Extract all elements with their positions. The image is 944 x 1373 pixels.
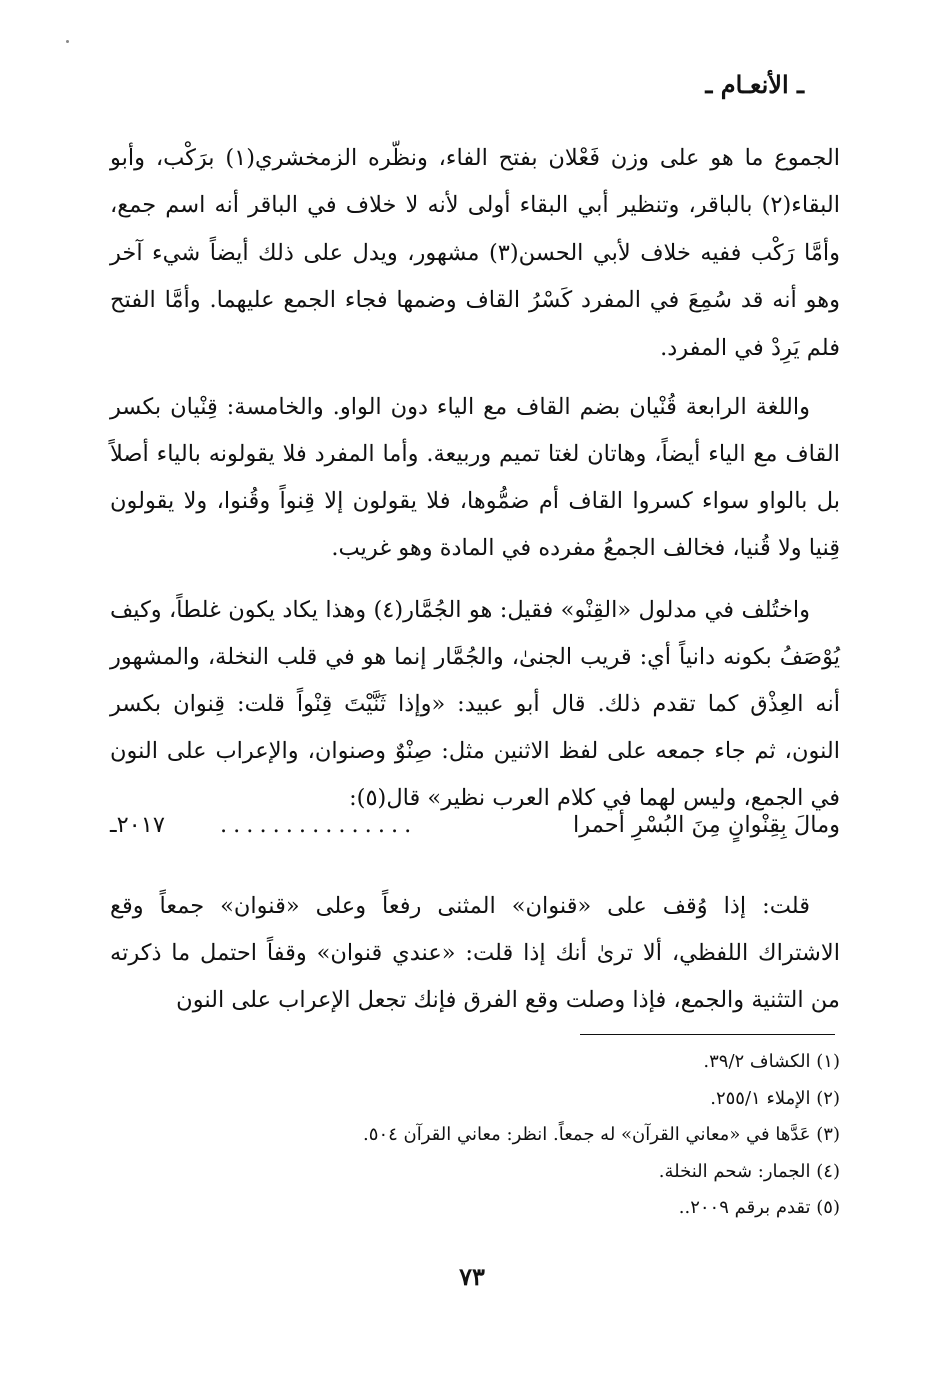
footnote-2: (٢) الإملاء ٢٥٥/١. <box>710 1087 840 1109</box>
scan-speck <box>66 40 69 43</box>
footnotes <box>220 1044 840 1227</box>
footnote-1: (١) الكشاف ٣٩/٢. <box>703 1051 840 1072</box>
footnote-5: (٥) تقدم برقم ٢٠٠٩.. <box>678 1197 840 1218</box>
paragraph-2 <box>110 361 840 594</box>
paragraph-3 <box>110 564 840 844</box>
verse-number: ٢٠١٧ـ <box>110 812 165 838</box>
paragraph-4-text: قلت: إذا وُقف على «قنوان» المثنى رفعاً وعلى «قنوان» جمعاً وقع الاشتراك اللفظي، ألا ترىٰ أنك إذا قلت: «عندي قنوان» وقفاً احتمل ما ذكرته من التثنية والجمع، فإذا وصلت وقع الفرق فإنك تجعل الإعراب على النون <box>110 892 840 1013</box>
page-number: ٧٣ <box>459 1262 485 1291</box>
paragraph-2-text: واللغة الرابعة قُنْيان بضم القاف مع الياء دون الواو. والخامسة: قِنْيان بكسر القاف مع الياء أيضاً، وهاتان لغتا تميم وربيعة. وأما المفرد فلا يقولونه بالياء أصلاً بل بالواو سواء كسروا القاف أم ضمُّوها، فلا يقولون إلا قِنواً وقُنوا، ولا يقولون قِنيا ولا قُنيا، فخالف الجمعُ مفرده في المادة وهو غريب. <box>110 393 840 561</box>
footnote-3: (٣) عَدَّها في «معاني القرآن» له جمعاً. انظر: معاني القرآن ٥٠٤. <box>363 1124 840 1145</box>
paragraph-3-text: واختُلف في مدلول «القِنْو» فقيل: هو الجُمَّار(٤) وهذا يكاد يكون غلطاً، وكيف يُوْصَفُ بكونه دانياً أي: قريب الجنىٰ، والجُمَّار إنما هو في قلب النخلة، والمشهور أنه العِذْق كما تقدم ذلك. قال أبو عبيد: «وإذا ثَنَّيْتَ قِنْواً قلت: قِنوان بكسر النون، ثم جاء جمعه على لفظ الاثنين مثل: صِنْوٌ وصنوان، والإعراب على النون في الجمع، وليس لهما في كلام العرب نظير» قال(٥): <box>110 596 840 811</box>
poetry-verse <box>110 812 840 852</box>
paragraph-1-text: الجموع ما هو على وزن فَعْلان بفتح الفاء، ونظّره الزمخشري(١) برَكْب، وأبو البقاء(٢) بالباقر، وتنظير أبي البقاء أولى لأنه لا خلاف في الباقر أنه اسم جمع، وأمَّا رَكْب ففيه خلاف لأبي الحسن(٣) مشهور، ويدل على ذلك أيضاً شيء آخر وهو أنه قد سُمِعَ في المفرد كَسْرُ القاف وضمها فجاء الجمع عليهما. وأمَّا الفتح فلم يَرِدْ في المفرد. <box>110 144 840 361</box>
footnote-4: (٤) الجمار: شحم النخلة. <box>658 1160 840 1182</box>
verse-text: ومالَ بِقِنْوانٍ مِنَ البُسْرِ أحمرا <box>573 812 840 838</box>
running-header: ـ الأنعـام ـ <box>705 70 804 99</box>
footnote-separator <box>580 1034 835 1035</box>
paragraph-1 <box>110 112 840 395</box>
paragraph-4 <box>110 860 840 1046</box>
verse-dots: ............... <box>220 812 418 838</box>
